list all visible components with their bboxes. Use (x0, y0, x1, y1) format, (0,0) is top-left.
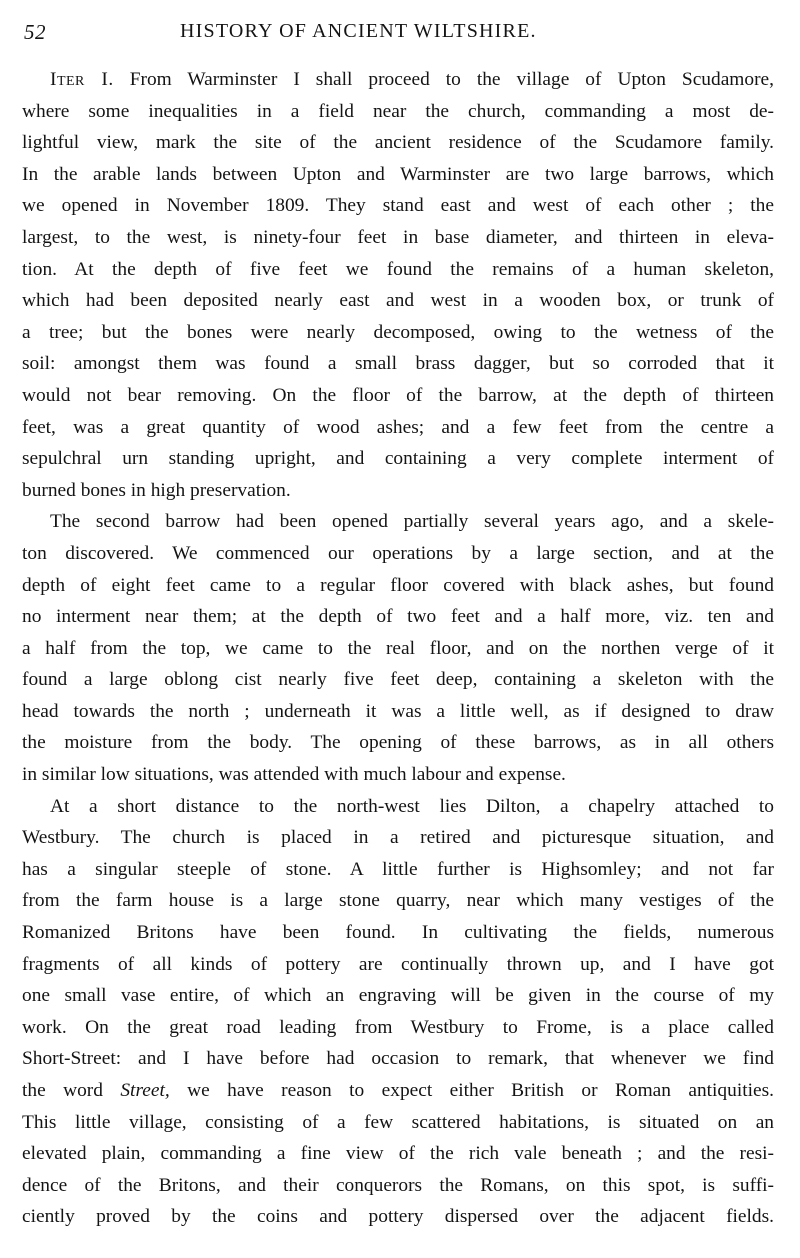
text-line: feet, was a great quantity of wood ashes; and a few feet from the centre a (22, 416, 774, 438)
text-line: dence of the Britons, and their conquerors the Romans, on this spot, is suffi- (22, 1174, 774, 1196)
text-line: sepulchral urn standing upright, and containing a very complete interment of (22, 448, 774, 470)
text-line: the moisture from the body. The opening of these barrows, as in all others (22, 732, 774, 754)
text-line-content: From Warminster I shall proceed to the village of Upton Scudamore, (113, 69, 774, 90)
section-lead: Iter I. (50, 69, 114, 90)
text-line: from the farm house is a large stone quarry, near which many vestiges of the (22, 890, 774, 912)
text-line: Short-Street: and I have before had occasion to remark, that whenever we find (22, 1048, 774, 1070)
text-line: At a short distance to the north-west lies Dilton, a chapelry attached to (50, 795, 774, 817)
text-line: Romanized Britons have been found. In cultivating the fields, numerous (22, 922, 774, 944)
text-line: one small vase entire, of which an engraving will be given in the course of my (22, 985, 774, 1007)
paragraph-2 (22, 506, 774, 790)
text-line: This little village, consisting of a few scattered habitations, is situated on an (22, 1111, 774, 1133)
page-number: 52 (24, 20, 46, 44)
text-line: we opened in November 1809. They stand east and west of each other ; the (22, 195, 774, 217)
text-line (22, 1075, 774, 1107)
text-line: a half from the top, we came to the real floor, and on the northen verge of it (22, 637, 774, 659)
text-line: lightful view, mark the site of the ancient residence of the Scudamore family. (22, 132, 774, 154)
text-line: soil: amongst them was found a small brass dagger, but so corroded that it (22, 353, 774, 375)
text-line: depth of eight feet came to a regular floor covered with black ashes, but found (22, 574, 774, 596)
text-line: largest, to the west, is ninety-four feet in base diameter, and thirteen in eleva- (22, 226, 774, 248)
text-fragment: the word (22, 1080, 121, 1101)
text-line: no interment near them; at the depth of two feet and a half more, viz. ten and (22, 606, 774, 628)
text-line (22, 64, 774, 96)
text-line: fragments of all kinds of pottery are continually thrown up, and I have got (22, 953, 774, 975)
body-text (22, 64, 774, 1233)
text-line: The second barrow had been opened partially several years ago, and a skele- (50, 511, 774, 533)
text-line: tion. At the depth of five feet we found the remains of a human skeleton, (22, 258, 774, 280)
text-fragment: we have reason to expect either British or Roman antiquities. (169, 1080, 774, 1101)
text-line: has a singular steeple of stone. A little further is Highsomley; and not far (22, 858, 774, 880)
text-line: found a large oblong cist nearly five feet deep, containing a skeleton with the (22, 669, 774, 691)
page-header (24, 18, 776, 48)
text-line: would not bear removing. On the floor of the barrow, at the depth of thirteen (22, 384, 774, 406)
text-line: work. On the great road leading from Westbury to Frome, is a place called (22, 1016, 774, 1038)
text-line: a tree; but the bones were nearly decomposed, owing to the wetness of the (22, 321, 774, 343)
text-line: in similar low situations, was attended with much labour and expense. (22, 764, 566, 786)
text-line: elevated plain, commanding a fine view of the rich vale beneath ; and the resi- (22, 1143, 774, 1165)
text-line: Westbury. The church is placed in a retired and picturesque situation, and (22, 827, 774, 849)
running-title: HISTORY OF ANCIENT WILTSHIRE. (180, 20, 537, 42)
text-line: ton discovered. We commenced our operations by a large section, and at the (22, 542, 774, 564)
italic-word: Street, (120, 1080, 170, 1101)
text-line: In the arable lands between Upton and Warminster are two large barrows, which (22, 163, 774, 185)
text-line: head towards the north ; underneath it was a little well, as if designed to draw (22, 700, 774, 722)
text-line: ciently proved by the coins and pottery dispersed over the adjacent fields. (22, 1206, 774, 1228)
paragraph-3 (22, 791, 774, 1233)
text-line: where some inequalities in a field near the church, commanding a most de- (22, 100, 774, 122)
paragraph-1 (22, 64, 774, 506)
text-line: burned bones in high preservation. (22, 479, 291, 501)
text-line: which had been deposited nearly east and west in a wooden box, or trunk of (22, 290, 774, 312)
